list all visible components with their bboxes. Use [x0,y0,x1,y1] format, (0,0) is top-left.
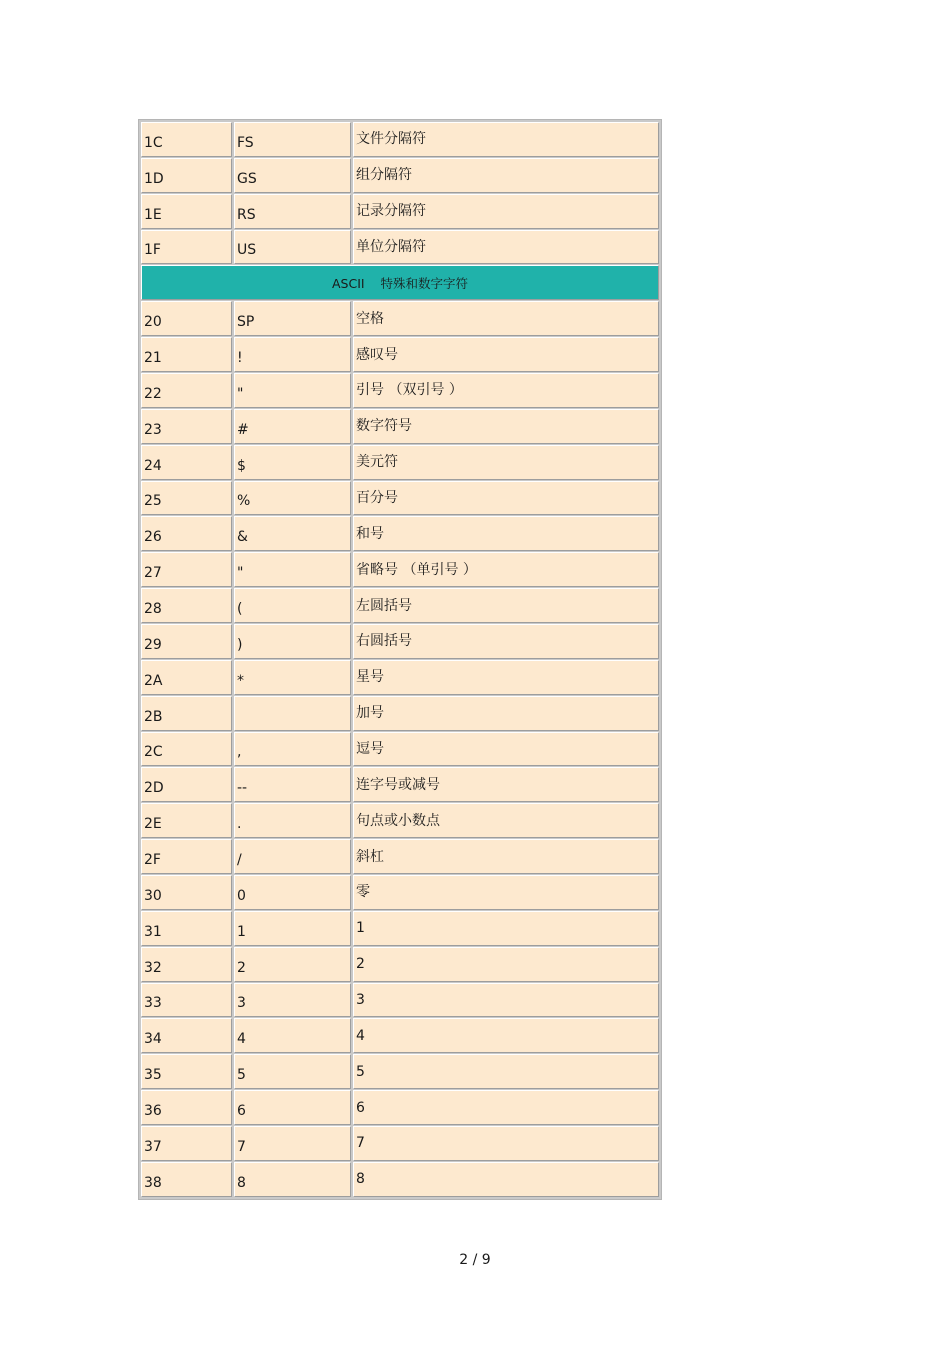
hex-cell: 25 [141,481,232,516]
table-row [141,1162,659,1197]
hex-cell: 31 [141,911,232,946]
hex-cell: 26 [141,516,232,551]
table-row [141,481,659,516]
table-row [141,194,659,229]
description-cell: 星号 [353,660,659,695]
char-cell: 1 [234,911,351,946]
description-cell: 逗号 [353,732,659,767]
description-cell: 和号 [353,516,659,551]
table-row [141,660,659,695]
description-cell: 5 [353,1054,659,1089]
char-cell: SP [234,301,351,336]
description-cell: 6 [353,1090,659,1125]
hex-cell: 37 [141,1126,232,1161]
table-row [141,230,659,265]
table-row [141,588,659,623]
description-cell: 引号 （双引号 ） [353,373,659,408]
description-cell: 句点或小数点 [353,803,659,838]
hex-cell: 2E [141,803,232,838]
hex-cell: 20 [141,301,232,336]
table-row [141,301,659,336]
description-cell: 感叹号 [353,337,659,372]
char-cell: US [234,230,351,265]
hex-cell: 1E [141,194,232,229]
description-cell: 斜杠 [353,839,659,874]
char-cell: 5 [234,1054,351,1089]
char-cell: / [234,839,351,874]
table-row [141,445,659,480]
table-row [141,696,659,731]
table-row [141,158,659,193]
description-cell: 组分隔符 [353,158,659,193]
hex-cell: 36 [141,1090,232,1125]
description-cell: 百分号 [353,481,659,516]
table-row [141,911,659,946]
char-cell: 8 [234,1162,351,1197]
hex-cell: 30 [141,875,232,910]
table-row [141,552,659,587]
section-header-row [141,265,659,300]
ascii-table [138,119,662,1200]
description-cell: 零 [353,875,659,910]
description-cell: 记录分隔符 [353,194,659,229]
table-row [141,875,659,910]
table-row [141,122,659,157]
description-cell: 连字号或减号 [353,767,659,802]
description-cell: 1 [353,911,659,946]
table-row [141,337,659,372]
char-cell: ! [234,337,351,372]
table-row [141,516,659,551]
char-cell [234,696,351,731]
description-cell: 左圆括号 [353,588,659,623]
char-cell: -- [234,767,351,802]
description-cell: 空格 [353,301,659,336]
char-cell: " [234,552,351,587]
hex-cell: 23 [141,409,232,444]
char-cell: * [234,660,351,695]
table-row [141,1126,659,1161]
char-cell: 4 [234,1018,351,1053]
description-cell: 美元符 [353,445,659,480]
char-cell: GS [234,158,351,193]
page-number-text: 2 / 9 [459,1252,491,1268]
table-row [141,1090,659,1125]
table-row [141,839,659,874]
table-row [141,1018,659,1053]
char-cell: , [234,732,351,767]
char-cell: $ [234,445,351,480]
hex-cell: 2B [141,696,232,731]
hex-cell: 24 [141,445,232,480]
char-cell: 6 [234,1090,351,1125]
hex-cell: 1D [141,158,232,193]
description-cell: 单位分隔符 [353,230,659,265]
char-cell: . [234,803,351,838]
hex-cell: 32 [141,947,232,982]
section-header: ASCII 特殊和数字字符 [141,265,659,300]
description-cell: 8 [353,1162,659,1197]
hex-cell: 38 [141,1162,232,1197]
table-row [141,624,659,659]
char-cell: 7 [234,1126,351,1161]
table-row [141,983,659,1018]
hex-cell: 33 [141,983,232,1018]
char-cell: 3 [234,983,351,1018]
description-cell: 3 [353,983,659,1018]
description-cell: 加号 [353,696,659,731]
description-cell: 4 [353,1018,659,1053]
description-cell: 2 [353,947,659,982]
hex-cell: 1F [141,230,232,265]
char-cell: FS [234,122,351,157]
description-cell: 7 [353,1126,659,1161]
hex-cell: 35 [141,1054,232,1089]
page-number [0,1252,950,1268]
char-cell: 2 [234,947,351,982]
hex-cell: 34 [141,1018,232,1053]
char-cell: # [234,409,351,444]
table-row [141,409,659,444]
hex-cell: 29 [141,624,232,659]
hex-cell: 28 [141,588,232,623]
table-row [141,373,659,408]
table-row [141,1054,659,1089]
table-row [141,767,659,802]
description-cell: 省略号 （单引号 ） [353,552,659,587]
table-row [141,732,659,767]
char-cell: RS [234,194,351,229]
hex-cell: 21 [141,337,232,372]
char-cell: & [234,516,351,551]
description-cell: 数字符号 [353,409,659,444]
hex-cell: 2F [141,839,232,874]
hex-cell: 2D [141,767,232,802]
hex-cell: 2A [141,660,232,695]
char-cell: ) [234,624,351,659]
char-cell: 0 [234,875,351,910]
table-row [141,803,659,838]
char-cell: " [234,373,351,408]
hex-cell: 27 [141,552,232,587]
char-cell: ( [234,588,351,623]
hex-cell: 2C [141,732,232,767]
table-row [141,947,659,982]
description-cell: 文件分隔符 [353,122,659,157]
hex-cell: 1C [141,122,232,157]
char-cell: % [234,481,351,516]
hex-cell: 22 [141,373,232,408]
description-cell: 右圆括号 [353,624,659,659]
